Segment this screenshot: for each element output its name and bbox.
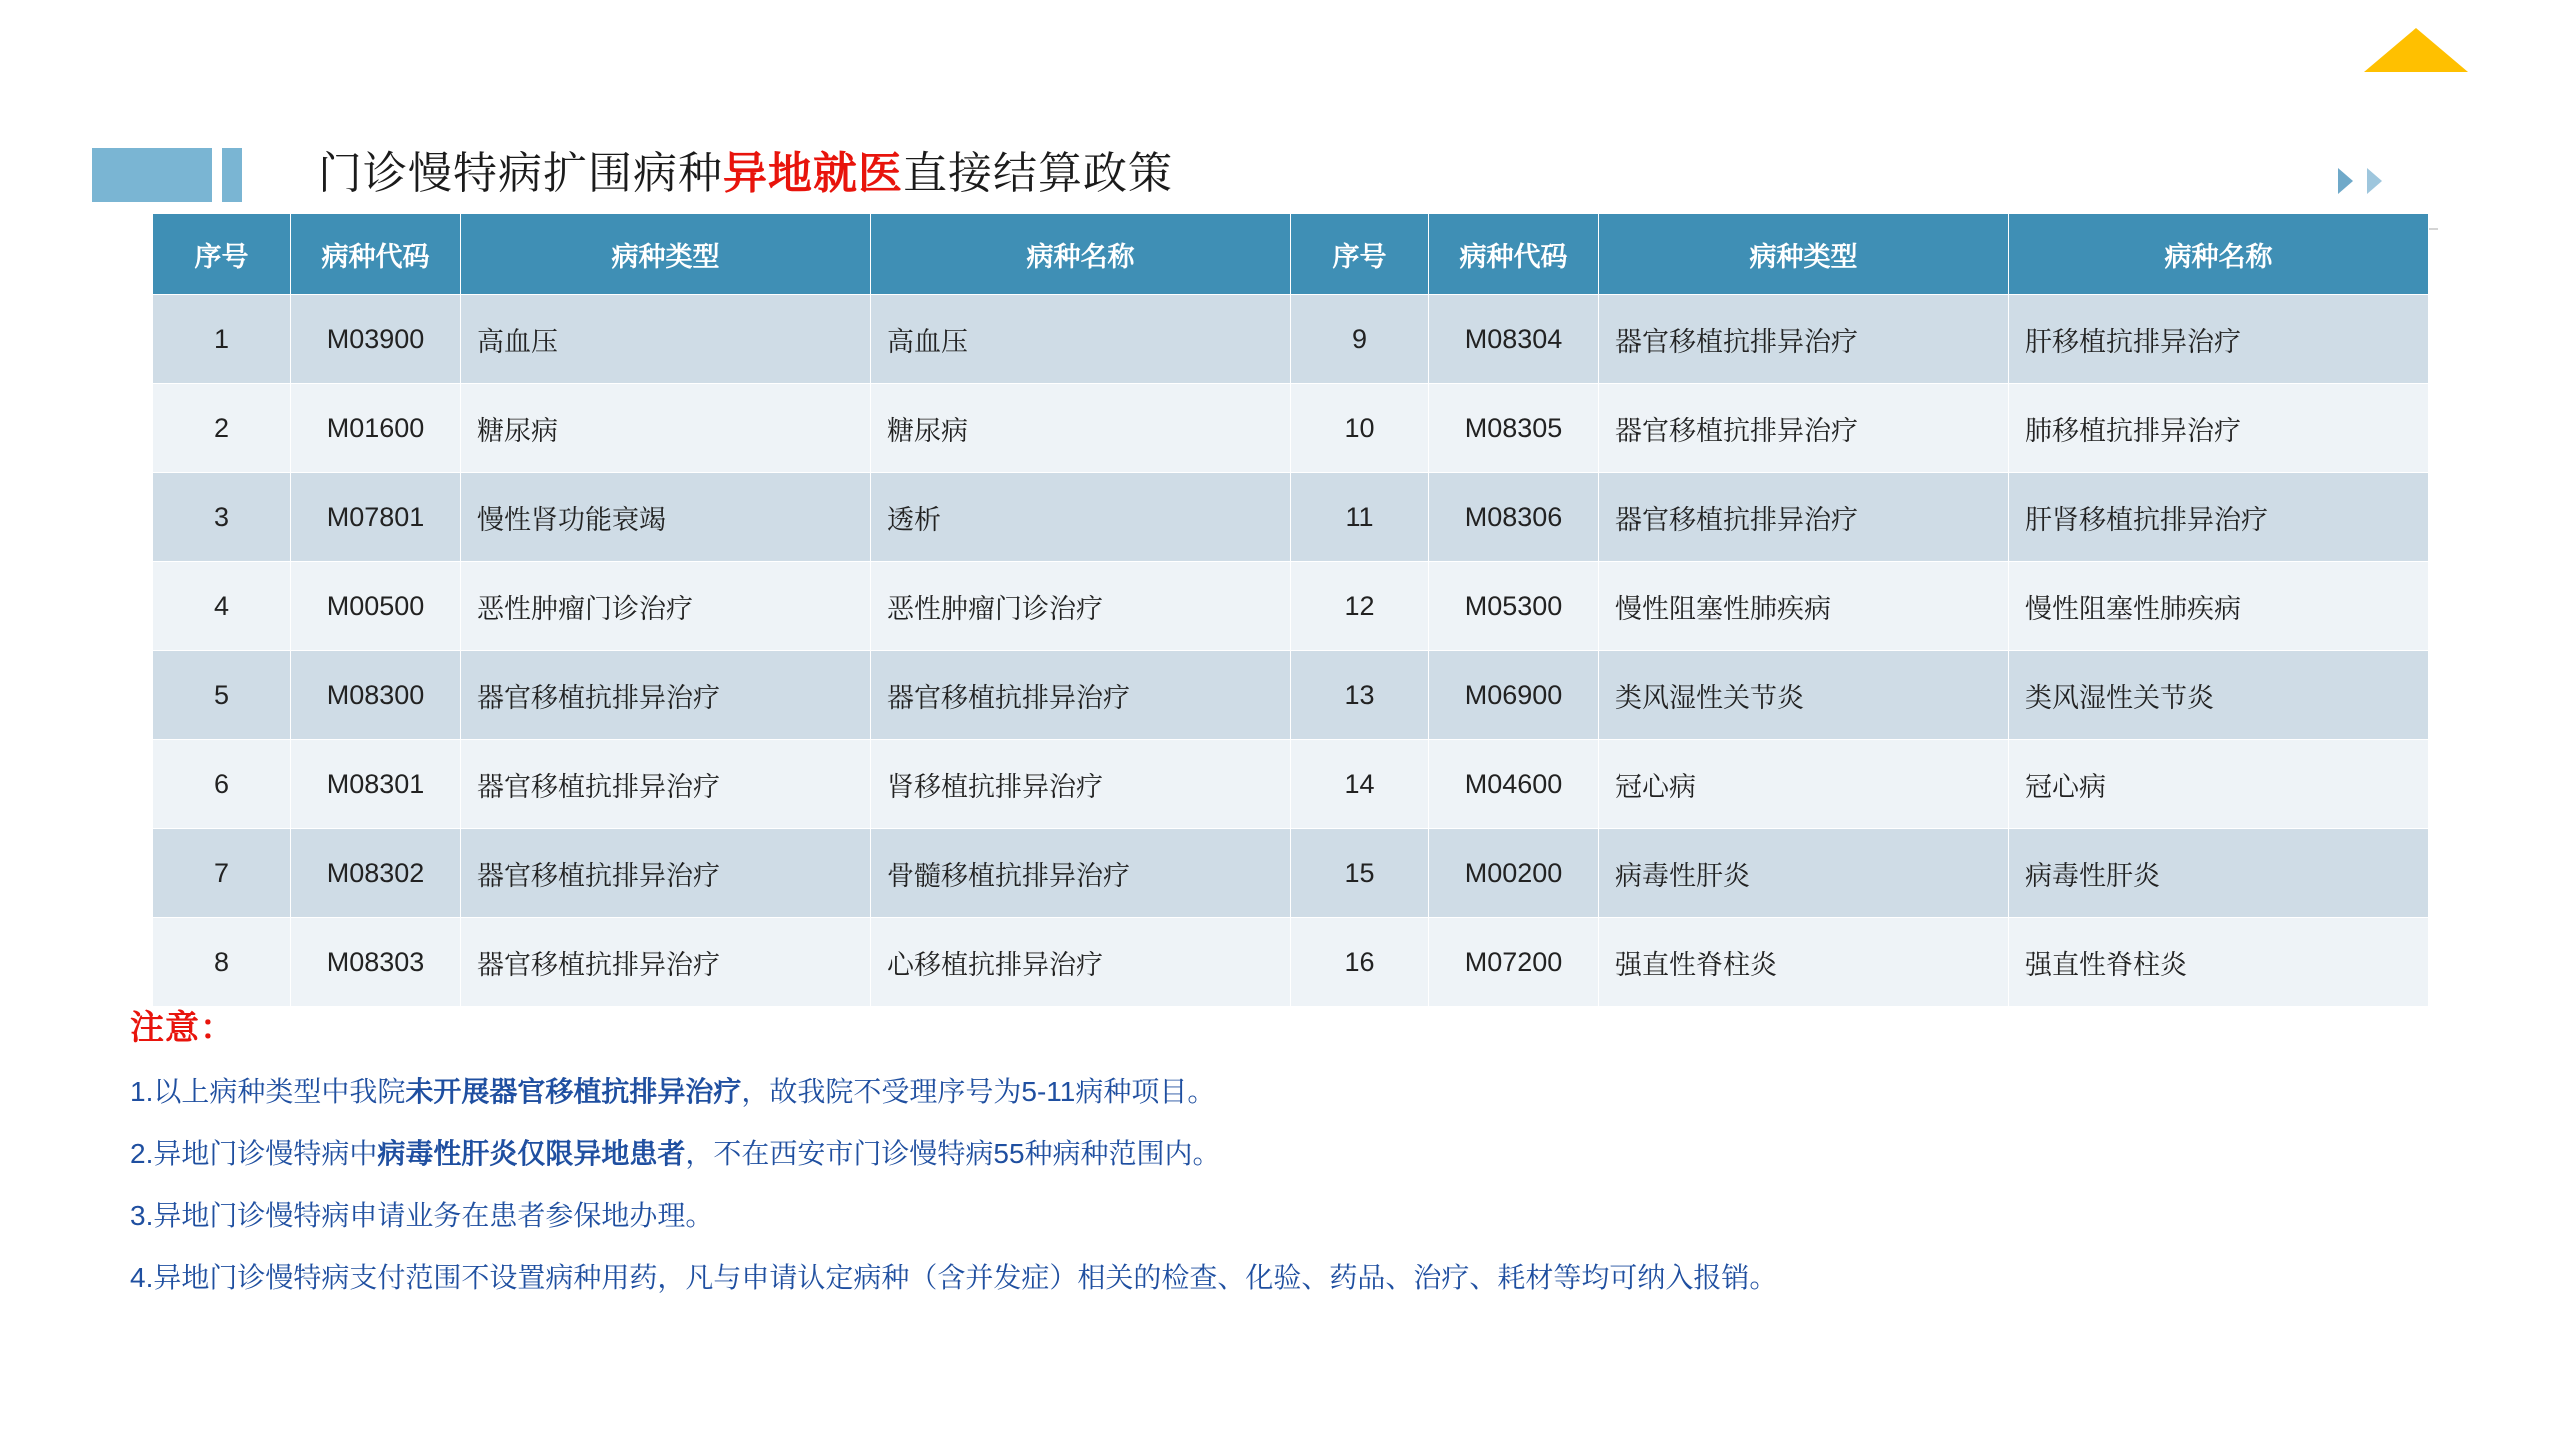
header-accent-bar-small (222, 148, 242, 202)
cell-name-left: 高血压 (871, 295, 1291, 384)
cell-no-right: 9 (1291, 295, 1429, 384)
note-text-pre: 4.异地门诊慢特病支付范围不设置病种用药，凡与申请认定病种（含并发症）相关的检查、化验、药品、治疗、耗材等均可纳入报销。 (130, 1262, 1778, 1293)
cell-no-right: 15 (1291, 829, 1429, 918)
cell-code-right: M07200 (1429, 918, 1599, 1007)
cell-code-left: M07801 (291, 473, 461, 562)
cell-code-left: M08300 (291, 651, 461, 740)
cell-type-left: 高血压 (461, 295, 871, 384)
note-text-pre: 1.以上病种类型中我院 (130, 1076, 406, 1107)
note-item (130, 1061, 2430, 1123)
chevron-right-icon (2367, 168, 2382, 194)
column-header-no-1: 序号 (153, 214, 291, 295)
cell-no-right: 11 (1291, 473, 1429, 562)
column-header-code-2: 病种代码 (1429, 214, 1599, 295)
note-text-post: ，不在西安市门诊慢特病55种病种范围内。 (685, 1138, 1221, 1169)
cell-code-right: M06900 (1429, 651, 1599, 740)
cell-no-left: 4 (153, 562, 291, 651)
cell-name-right: 冠心病 (2009, 740, 2429, 829)
cell-name-right: 肝移植抗排异治疗 (2009, 295, 2429, 384)
cell-name-left: 器官移植抗排异治疗 (871, 651, 1291, 740)
cell-type-right: 强直性脊柱炎 (1599, 918, 2009, 1007)
header-accent-bar-large (92, 148, 212, 202)
cell-name-left: 透析 (871, 473, 1291, 562)
cell-name-right: 肝肾移植抗排异治疗 (2009, 473, 2429, 562)
page-title (318, 142, 1173, 206)
column-header-code-1: 病种代码 (291, 214, 461, 295)
cell-no-right: 10 (1291, 384, 1429, 473)
cell-code-right: M08306 (1429, 473, 1599, 562)
cell-type-right: 冠心病 (1599, 740, 2009, 829)
table-row (153, 295, 2429, 384)
cell-code-left: M00500 (291, 562, 461, 651)
page-title-pre: 门诊慢特病扩围病种 (318, 149, 723, 198)
cell-no-right: 14 (1291, 740, 1429, 829)
note-item (130, 1247, 2430, 1309)
note-text-strong: 病毒性肝炎仅限异地患者 (377, 1138, 686, 1169)
cell-code-right: M04600 (1429, 740, 1599, 829)
note-item (130, 1123, 2430, 1185)
note-text-pre: 2.异地门诊慢特病中 (130, 1138, 378, 1169)
table-row (153, 473, 2429, 562)
cell-code-right: M08304 (1429, 295, 1599, 384)
cell-type-left: 慢性肾功能衰竭 (461, 473, 871, 562)
page-title-post: 直接结算政策 (903, 149, 1173, 198)
table-row (153, 384, 2429, 473)
column-header-name-2: 病种名称 (2009, 214, 2429, 295)
cell-code-left: M01600 (291, 384, 461, 473)
cell-name-right: 慢性阻塞性肺疾病 (2009, 562, 2429, 651)
cell-name-left: 心移植抗排异治疗 (871, 918, 1291, 1007)
cell-name-left: 骨髓移植抗排异治疗 (871, 829, 1291, 918)
notes-section (130, 1000, 2430, 1309)
table-row (153, 651, 2429, 740)
cell-no-left: 6 (153, 740, 291, 829)
table-row (153, 562, 2429, 651)
cell-no-right: 12 (1291, 562, 1429, 651)
cell-type-right: 慢性阻塞性肺疾病 (1599, 562, 2009, 651)
cell-type-right: 器官移植抗排异治疗 (1599, 384, 2009, 473)
corner-triangle-decoration (2364, 28, 2468, 72)
cell-no-left: 3 (153, 473, 291, 562)
column-header-name-1: 病种名称 (871, 214, 1291, 295)
note-item (130, 1185, 2430, 1247)
cell-no-right: 16 (1291, 918, 1429, 1007)
cell-no-left: 7 (153, 829, 291, 918)
cell-no-left: 5 (153, 651, 291, 740)
cell-type-left: 糖尿病 (461, 384, 871, 473)
table-header-row (153, 214, 2429, 295)
column-header-type-2: 病种类型 (1599, 214, 2009, 295)
cell-no-left: 2 (153, 384, 291, 473)
cell-code-left: M08302 (291, 829, 461, 918)
cell-type-left: 器官移植抗排异治疗 (461, 918, 871, 1007)
note-text-pre: 3.异地门诊慢特病申请业务在患者参保地办理。 (130, 1200, 714, 1231)
disease-table (152, 213, 2429, 1007)
cell-no-left: 1 (153, 295, 291, 384)
cell-no-right: 13 (1291, 651, 1429, 740)
cell-name-left: 糖尿病 (871, 384, 1291, 473)
cell-type-left: 器官移植抗排异治疗 (461, 740, 871, 829)
cell-type-right: 类风湿性关节炎 (1599, 651, 2009, 740)
cell-name-right: 病毒性肝炎 (2009, 829, 2429, 918)
slide-header (0, 70, 2560, 198)
cell-code-right: M05300 (1429, 562, 1599, 651)
cell-type-right: 器官移植抗排异治疗 (1599, 295, 2009, 384)
column-header-type-1: 病种类型 (461, 214, 871, 295)
cell-type-left: 器官移植抗排异治疗 (461, 651, 871, 740)
cell-name-left: 恶性肿瘤门诊治疗 (871, 562, 1291, 651)
table-row (153, 740, 2429, 829)
table-row (153, 918, 2429, 1007)
cell-name-left: 肾移植抗排异治疗 (871, 740, 1291, 829)
cell-no-left: 8 (153, 918, 291, 1007)
cell-code-right: M00200 (1429, 829, 1599, 918)
cell-type-right: 病毒性肝炎 (1599, 829, 2009, 918)
header-chevrons (2338, 168, 2382, 194)
column-header-no-2: 序号 (1291, 214, 1429, 295)
cell-type-left: 器官移植抗排异治疗 (461, 829, 871, 918)
cell-code-left: M08301 (291, 740, 461, 829)
cell-code-left: M03900 (291, 295, 461, 384)
table-row (153, 829, 2429, 918)
cell-type-left: 恶性肿瘤门诊治疗 (461, 562, 871, 651)
cell-code-left: M08303 (291, 918, 461, 1007)
note-text-strong: 未开展器官移植抗排异治疗 (405, 1076, 742, 1107)
cell-type-right: 器官移植抗排异治疗 (1599, 473, 2009, 562)
disease-table-container (152, 213, 2414, 1007)
note-text-post: ，故我院不受理序号为5-11病种项目。 (741, 1076, 1216, 1107)
cell-name-right: 肺移植抗排异治疗 (2009, 384, 2429, 473)
cell-code-right: M08305 (1429, 384, 1599, 473)
cell-name-right: 强直性脊柱炎 (2009, 918, 2429, 1007)
notes-title: 注意： (130, 1009, 235, 1047)
cell-name-right: 类风湿性关节炎 (2009, 651, 2429, 740)
chevron-right-icon (2338, 168, 2353, 194)
page-title-highlight: 异地就医 (723, 149, 903, 198)
